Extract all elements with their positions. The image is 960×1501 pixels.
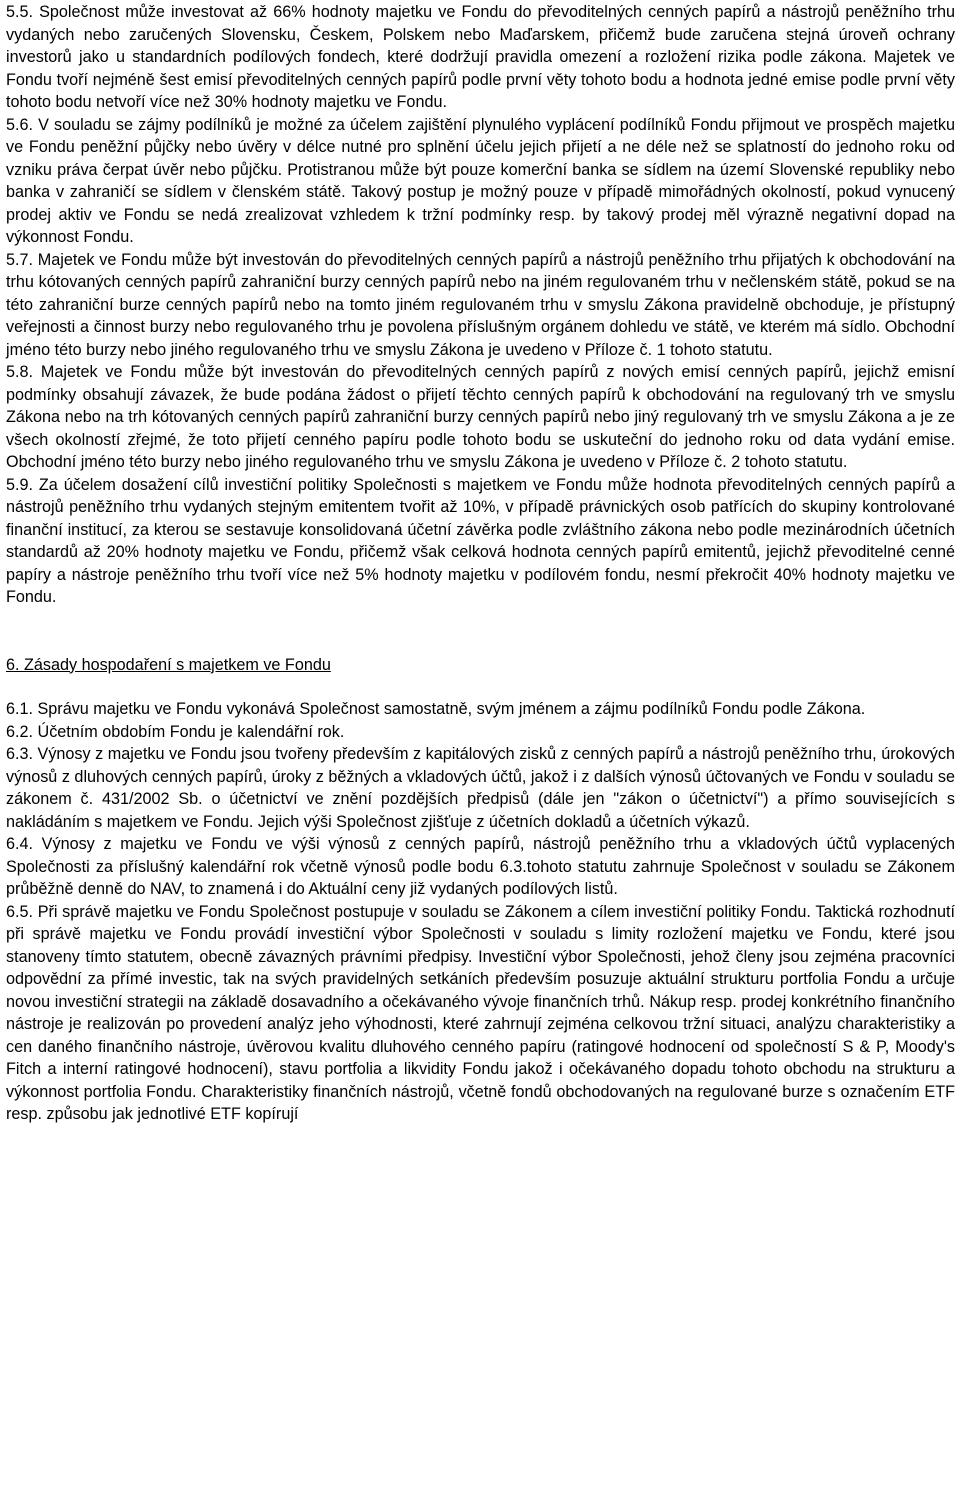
paragraph-6-2: 6.2. Účetním obdobím Fondu je kalendářní rok.	[6, 722, 345, 741]
paragraph-5-6: 5.6. V souladu se zájmy podílníků je možné za účelem zajištění plynulého vyplácení podílníků Fondu přijmout ve prospěch majetku ve Fondu peněžní půjčky nebo úvěry v délce nutné pro splnění účelu jejich přijetí a ne déle než se splatností do jednoho roku od vzniku práva čerpat úvěr nebo půjčku. Protistranou může být pouze komerční banka se sídlem na území Slovenské republiky nebo banka v zahraničí se sídlem v členském státě. Takový postup je možný pouze v případě mimořádných okolností, pokud vynucený prodej aktiv ve Fondu se nedá zrealizovat vzhledem k tržní podmínky resp. by takový prodej měl výrazně negativní dopad na výkonnost Fondu.	[6, 115, 955, 246]
paragraph-5-5: 5.5. Společnost může investovat až 66% hodnoty majetku ve Fondu do převoditelných cenných papírů a nástrojů peněžního trhu vydaných nebo zaručených Slovensku, Českem, Polskem nebo Maďarskem, přičemž bude zaručena stejná úroveň ochrany investorů jako u standardních podílových fondech, které dodržují pravidla omezení a rozložení rizika podle zákona. Majetek ve Fondu tvoří nejméně šest emisí převoditelných cenných papírů podle první věty tohoto bodu a hodnota jedné emise podle první věty tohoto bodu netvoří více než 30% hodnoty majetku ve Fondu.	[6, 3, 955, 111]
section-heading: 6. Zásady hospodaření s majetkem ve Fondu	[6, 655, 331, 674]
paragraph-5-8: 5.8. Majetek ve Fondu může být investován do převoditelných cenných papírů z nových emisí cenných papírů, jejichž emisní podmínky obsahují závazek, že bude podána žádost o přijetí těchto cenných papírů k obchodování na regulovaný trh ve smyslu Zákona nebo na trh kótovaných cenných papírů zahraniční burzy cenných papírů nebo jiný regulovaný trh ve smyslu Zákona a je ze všech okolností zřejmé, že toto přijetí cenného papíru podle tohoto bodu se uskuteční do jednoho roku od data vydání emise. Obchodní jméno této burzy nebo jiného regulovaného trhu ve smyslu Zákona je uvedeno v Příloze č. 2 tohoto statutu.	[6, 363, 955, 471]
paragraph-5-9: 5.9. Za účelem dosažení cílů investiční politiky Společnosti s majetkem ve Fondu může hodnota převoditelných cenných papírů a nástrojů peněžního trhu vydaných stejným emitentem tvořit až 10%, v případě právnických osob patřících do skupiny kontrolované finanční institucí, za kterou se sestavuje konsolidovaná účetní závěrka podle zvláštního zákona nebo podle mezinárodních účetních standardů až 20% hodnoty majetku ve Fondu, přičemž však celková hodnota cenných papírů emitentů, jejichž převoditelné cenné papíry a nástroje peněžního trhu tvoří více než 5% hodnoty majetku v podílovém fondu, nesmí překročit 40% hodnoty majetku ve Fondu.	[6, 475, 955, 606]
heading-spacer	[6, 676, 955, 698]
section-spacer	[6, 609, 955, 654]
document-page	[6, 1, 955, 1126]
paragraph-6-5: 6.5. Při správě majetku ve Fondu Společnost postupuje v souladu se Zákonem a cílem investiční politiky Fondu. Taktická rozhodnutí při správě majetku ve Fondu provádí investiční výbor Společnosti v souladu s limity rozložení majetku ve Fondu, které jsou stanoveny tímto statutem, obecně závazných právními předpisy. Investiční výbor Společnosti, jehož členy jsou zejména pracovníci odpovědní za přímé investic, tak na svých pravidelných setkáních především posuzuje aktuální strukturu portfolia Fondu a určuje novou investiční strategii na základě dosavadního a očekávaného vývoje finančních trhů. Nákup resp. prodej konkrétního finančního nástroje je realizován po provedení analýz jeho výhodnosti, které zahrnují zejména celkovou tržní situaci, analýzu charakteristiky a cen daného finančního nástroje, úvěrovou kvalitu dluhového cenného papíru (ratingové hodnocení od společností S & P, Moody's Fitch a interní ratingové hodnocení), stavu portfolia a likvidity Fondu jakož i očekávaného dopadu tohoto obchodu na strukturu a výkonnost portfolia Fondu. Charakteristiky finančních nástrojů, včetně fondů obchodovaných na regulované burze s označením ETF resp. způsobu jak jednotlivé ETF kopírují	[6, 902, 955, 1123]
paragraph-6-3: 6.3. Výnosy z majetku ve Fondu jsou tvořeny především z kapitálových zisků z cenných papírů a nástrojů peněžního trhu, úrokových výnosů z dluhových cenných papírů, úroky z běžných a vkladových účtů, jakož i z dalších výnosů účtovaných ve Fondu v souladu se zákonem č. 431/2002 Sb. o účetnictví ve znění pozdějších předpisů (dále jen "zákon o účetnictví") a přímo souvisejících s nakládáním s majetkem ve Fondu. Jejich výši Společnost zjišťuje z účetních dokladů a účetních výkazů.	[6, 745, 955, 831]
paragraph-6-1: 6.1. Správu majetku ve Fondu vykonává Společnost samostatně, svým jménem a zájmu podílníků Fondu podle Zákona.	[6, 700, 866, 718]
paragraph-5-7: 5.7. Majetek ve Fondu může být investován do převoditelných cenných papírů a nástrojů peněžního trhu přijatých k obchodování na trhu kótovaných cenných papírů zahraniční burzy cenných papírů nebo na jiném regulovaném trhu v nečlenském státě, pokud se na této zahraniční burze cenných papírů nebo na tomto jiném regulovaném trhu v smyslu Zákona pravidelně obchoduje, je přístupný veřejnosti a činnost burzy nebo regulovaného trhu je povolena příslušným orgánem dohledu ve státě, ve kterém má sídlo. Obchodní jméno této burzy nebo jiného regulovaného trhu ve smyslu Zákona je uvedeno v Příloze č. 1 tohoto statutu.	[6, 250, 955, 359]
paragraph-6-4: 6.4. Výnosy z majetku ve Fondu ve výši výnosů z cenných papírů, nástrojů peněžního trhu a vkladových účtů vyplacených Společnosti za příslušný kalendářní rok včetně výnosů podle bodu 6.3.tohoto statutu zahrnuje Společnost v souladu se Zákonem průběžně denně do NAV, to znamená i do Aktuální ceny již vydaných podílových listů.	[6, 835, 955, 898]
